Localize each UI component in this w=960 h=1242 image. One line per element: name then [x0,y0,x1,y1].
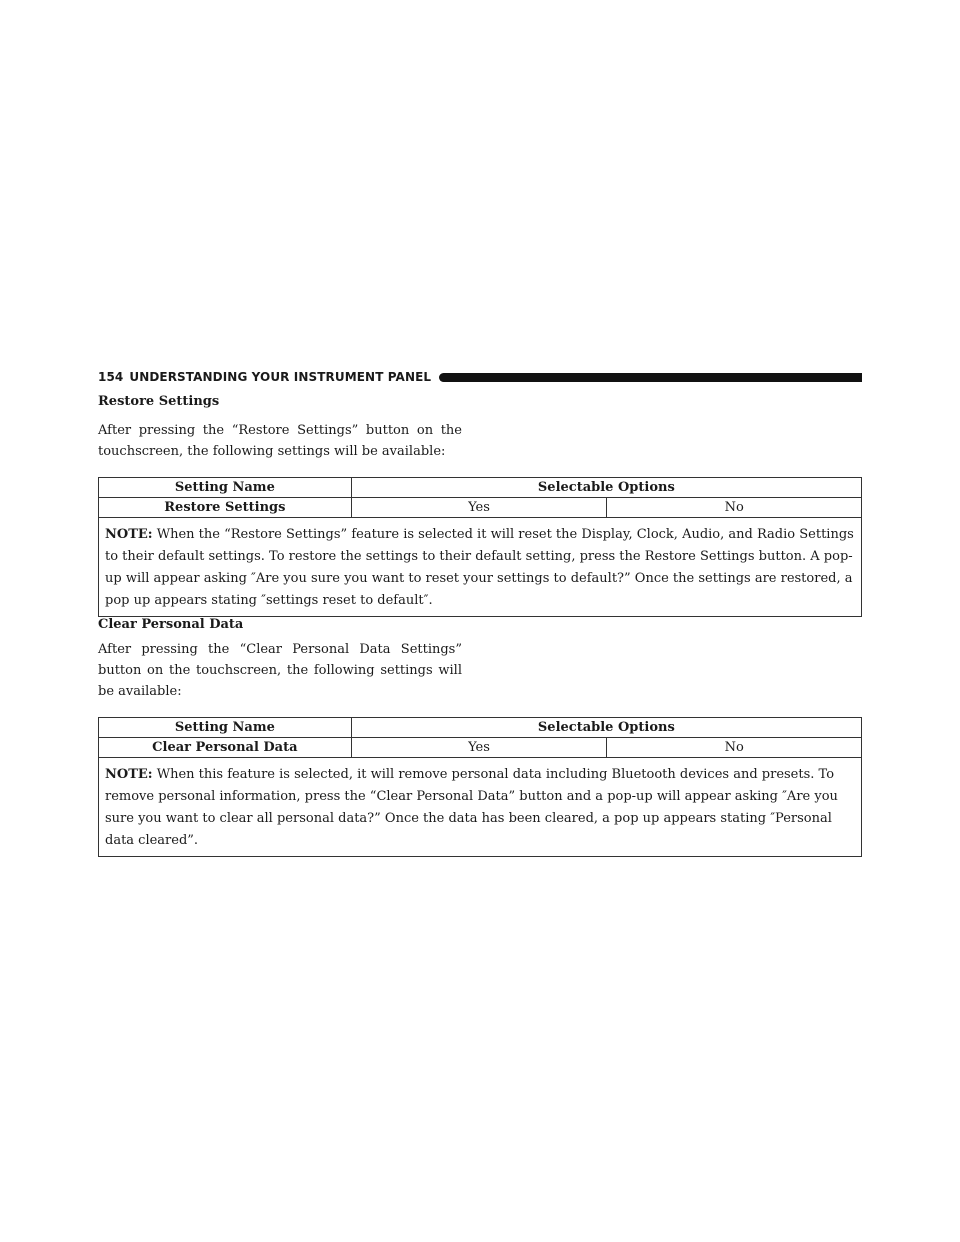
col-setting-name-header: Setting Name [99,718,352,738]
page-number: 154 [98,370,124,384]
clear-personal-data-table [98,717,862,857]
restore-settings-table [98,477,862,617]
note-cell [99,518,862,617]
table-row [99,738,862,758]
option-yes-cell: Yes [351,738,607,758]
setting-name-cell: Restore Settings [99,498,352,518]
option-no-cell: No [607,738,862,758]
page-header [98,368,862,386]
setting-name-cell: Clear Personal Data [99,738,352,758]
note-row [99,758,862,857]
note-row [99,518,862,617]
table-row [99,498,862,518]
restore-settings-intro: After pressing the “Restore Settings” button on the touchscreen, the following settings will be available: [98,423,462,459]
note-label: NOTE: [105,767,153,782]
option-no-cell: No [607,498,862,518]
option-yes-cell: Yes [351,498,607,518]
section-title: UNDERSTANDING YOUR INSTRUMENT PANEL [129,370,432,384]
clear-personal-data-heading: Clear Personal Data [98,617,244,632]
note-cell [99,758,862,857]
header-rule [439,373,862,382]
note-text: When the “Restore Settings” feature is selected it will reset the Display, Clock, Audio, and Radio Settings to their default settings. To restore the settings to their default setting, press the Restore Settings button. A pop-up will appear asking ″Are you sure you want to reset your settings to default?” Once the settings are restored, a pop up appears stating ″settings reset to default″. [105,527,854,608]
table-header-row [99,478,862,498]
col-setting-name-header: Setting Name [99,478,352,498]
col-selectable-options-header: Selectable Options [351,478,861,498]
clear-personal-data-intro: After pressing the “Clear Personal Data Settings” button on the touchscreen, the following settings will be available: [98,642,462,699]
table-header-row [99,718,862,738]
col-selectable-options-header: Selectable Options [351,718,861,738]
note-label: NOTE: [105,527,153,542]
restore-settings-heading: Restore Settings [98,394,220,409]
note-text: When this feature is selected, it will remove personal data including Bluetooth devices and presets. To remove personal information, press the “Clear Personal Data” button and a pop-up will appear asking ″Are you sure you want to clear all personal data?” Once the data has been cleared, a pop up appears stating ″Personal data cleared”. [105,767,838,848]
